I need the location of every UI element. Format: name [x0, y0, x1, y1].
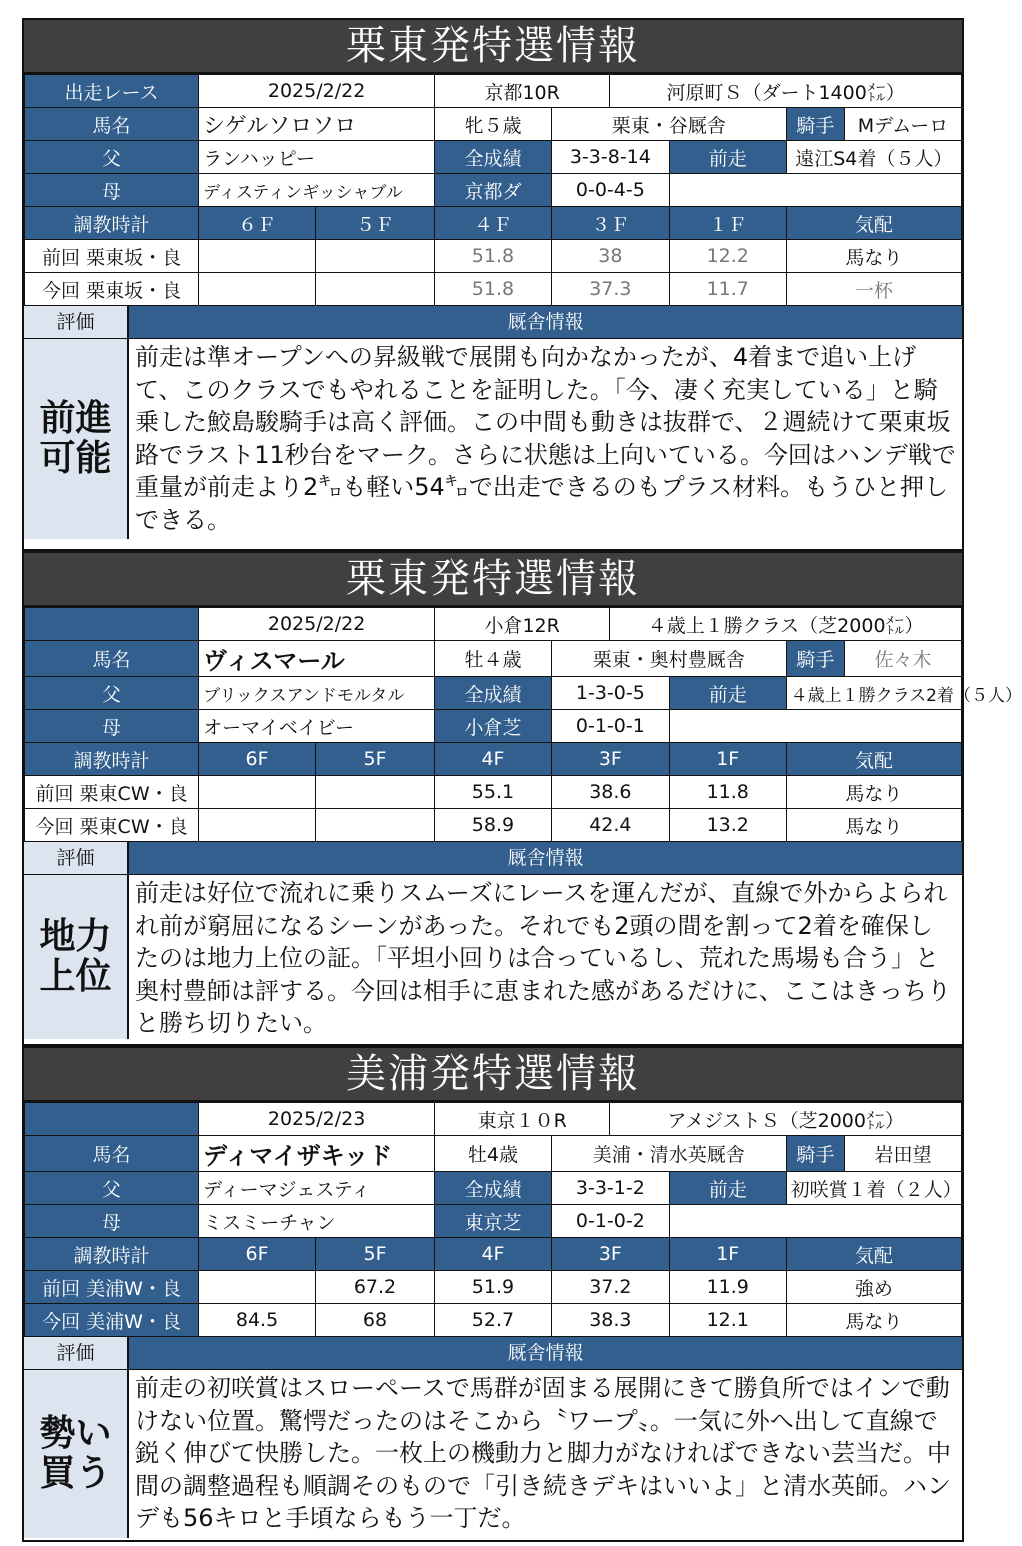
- dam-name: オーマイベイビー: [199, 710, 435, 743]
- train-row-label: 前回 栗東CW・良: [25, 776, 199, 809]
- train-6f: 84.5: [199, 1304, 316, 1337]
- race-date: 2025/2/22: [199, 608, 435, 641]
- train-mood: 馬なり: [786, 776, 961, 809]
- train-1f: 11.9: [669, 1271, 786, 1304]
- train-header-6f: 6F: [199, 743, 316, 776]
- train-6f: [199, 809, 316, 842]
- training-row: [25, 1271, 962, 1304]
- train-3f: 38.6: [551, 776, 669, 809]
- sire-name: ランハッピー: [199, 141, 435, 174]
- eval-label: 評価: [24, 1337, 129, 1369]
- train-mood: 馬なり: [786, 240, 961, 273]
- train-4f: 52.7: [435, 1304, 552, 1337]
- training-label: 調教時計: [25, 207, 199, 240]
- train-header-3f: ３Ｆ: [551, 207, 669, 240]
- train-5f: 68: [315, 1304, 434, 1337]
- sire-name: ブリックスアンドモルタル: [199, 677, 435, 710]
- train-1f: 12.2: [669, 240, 786, 273]
- stable-info-text: 前走は準オープンへの昇級戦で展開も向かなかったが、4着まで追い上げて、このクラスでもやれることを証明した。「今、凄く充実している」と騎乗した鮫島駿騎手は高く評価。この中間も動きは抜群で、２週続けて栗東坂路でラスト11秒台をマーク。さらに状態は上向いている。今回はハンデ戦で重量が前走より2㌔も軽い54㌔で出走できるのもプラス材料。もうひと押しできる。: [135, 343, 956, 534]
- verdict: 勢い 買う: [24, 1370, 129, 1538]
- horse-label: 馬名: [25, 641, 199, 677]
- race-info-table: [24, 607, 1022, 842]
- train-row-label: 前回 美浦W・良: [25, 1271, 199, 1304]
- card-title: 美浦発特選情報: [24, 1048, 962, 1102]
- stable-info-label: 厩舎情報: [129, 842, 962, 874]
- train-header-5f: ５Ｆ: [315, 207, 434, 240]
- train-header-6f: ６Ｆ: [199, 207, 316, 240]
- train-header-1f: １Ｆ: [669, 207, 786, 240]
- train-header-mood: 気配: [786, 743, 961, 776]
- eval-label: 評価: [24, 842, 129, 874]
- train-6f: [199, 273, 316, 306]
- horse-label: 馬名: [25, 1136, 199, 1172]
- dam-label: 母: [25, 174, 199, 207]
- record-label: 全成績: [435, 1172, 552, 1205]
- race-number: 小倉12R: [435, 608, 610, 641]
- empty-cell: [669, 1205, 961, 1238]
- train-3f: 42.4: [551, 809, 669, 842]
- train-1f: 11.8: [669, 776, 786, 809]
- train-4f: 51.8: [435, 240, 552, 273]
- train-header-mood: 気配: [786, 1238, 961, 1271]
- train-header-6f: 6F: [199, 1238, 316, 1271]
- jockey-label: 騎手: [786, 108, 844, 141]
- dam-label: 母: [25, 710, 199, 743]
- last-race-value: 遠江S4着（５人）: [786, 141, 961, 174]
- verdict: 地力 上位: [24, 875, 129, 1039]
- sex-age: 牡4歳: [435, 1136, 552, 1172]
- train-3f: 38.3: [551, 1304, 669, 1337]
- race-card-3: [22, 1046, 964, 1542]
- train-1f: 11.7: [669, 273, 786, 306]
- dam-label: 母: [25, 1205, 199, 1238]
- stable: 栗東・谷厩舎: [551, 108, 786, 141]
- race-number: 京都10R: [435, 75, 610, 108]
- jockey-name: 岩田望: [845, 1136, 962, 1172]
- course-label: 東京芝: [435, 1205, 552, 1238]
- training-row: [25, 240, 962, 273]
- horse-name: シゲルソロソロ: [199, 108, 435, 141]
- race-info-table: [24, 74, 962, 306]
- train-4f: 58.9: [435, 809, 552, 842]
- train-3f: 37.3: [551, 273, 669, 306]
- empty-cell: [669, 710, 961, 743]
- verdict: 前進 可能: [24, 339, 129, 539]
- card-title: 栗東発特選情報: [24, 20, 962, 74]
- race-name: 河原町Ｓ（ダート1400㍍）: [610, 75, 962, 108]
- train-5f: [315, 809, 434, 842]
- train-row-label: 今回 栗東坂・良: [25, 273, 199, 306]
- training-row: [25, 1304, 962, 1337]
- train-header-4f: 4F: [435, 1238, 552, 1271]
- train-1f: 12.1: [669, 1304, 786, 1337]
- record-value: 1-3-0-5: [551, 677, 669, 710]
- train-row-label: 今回 美浦W・良: [25, 1304, 199, 1337]
- sex-age: 牡４歳: [435, 641, 552, 677]
- train-4f: 51.9: [435, 1271, 552, 1304]
- train-header-1f: 1F: [669, 743, 786, 776]
- dam-name: ディスティンギッシャブル: [199, 174, 435, 207]
- stable: 栗東・奥村豊厩舎: [551, 641, 786, 677]
- sex-age: 牝５歳: [435, 108, 552, 141]
- stable-info-text: 前走は好位で流れに乗りスムーズにレースを運んだが、直線で外からよられれ前が窮屈になるシーンがあった。それでも2頭の間を割って2着を確保したのは地力上位の証。「平坦小回りは合っているし、荒れた馬場も合う」と奥村豊師は評する。今回は相手に恵まれた感があるだけに、ここはきっちりと勝ち切りたい。: [135, 879, 951, 1037]
- train-5f: [315, 273, 434, 306]
- dam-name: ミスミーチャン: [199, 1205, 435, 1238]
- stable: 美浦・清水英厩舎: [551, 1136, 786, 1172]
- course-record: 0-1-0-1: [551, 710, 669, 743]
- training-row: [25, 809, 962, 842]
- train-4f: 51.8: [435, 273, 552, 306]
- train-5f: [315, 240, 434, 273]
- race-info-table: [24, 1102, 962, 1337]
- train-1f: 13.2: [669, 809, 786, 842]
- train-6f: [199, 1271, 316, 1304]
- race-label: 出走レース: [25, 75, 199, 108]
- train-header-4f: 4F: [435, 743, 552, 776]
- race-number: 東京１０R: [435, 1103, 610, 1136]
- sire-label: 父: [25, 141, 199, 174]
- training-label: 調教時計: [25, 1238, 199, 1271]
- train-header-1f: 1F: [669, 1238, 786, 1271]
- jockey-name: 佐々木: [845, 641, 962, 677]
- card-title: 栗東発特選情報: [24, 553, 962, 607]
- course-label: 京都ダ: [435, 174, 552, 207]
- train-mood: 馬なり: [786, 809, 961, 842]
- train-3f: 37.2: [551, 1271, 669, 1304]
- course-record: 0-0-4-5: [551, 174, 669, 207]
- empty-cell: [669, 174, 961, 207]
- race-name: アメジストＳ（芝2000㍍）: [610, 1103, 962, 1136]
- course-label: 小倉芝: [435, 710, 552, 743]
- sire-name: ディーマジェスティ: [199, 1172, 435, 1205]
- horse-name: ヴィスマール: [199, 641, 435, 677]
- horse-label: 馬名: [25, 108, 199, 141]
- training-row: [25, 776, 962, 809]
- eval-label: 評価: [24, 306, 129, 338]
- race-date: 2025/2/23: [199, 1103, 435, 1136]
- training-row: [25, 273, 962, 306]
- record-label: 全成績: [435, 141, 552, 174]
- train-mood: 強め: [786, 1271, 961, 1304]
- train-row-label: 今回 栗東CW・良: [25, 809, 199, 842]
- jockey-label: 騎手: [786, 641, 844, 677]
- train-mood: 一杯: [786, 273, 961, 306]
- race-label: [25, 608, 199, 641]
- sire-label: 父: [25, 677, 199, 710]
- last-race-value: 初咲賞１着（２人）: [786, 1172, 961, 1205]
- train-header-5f: 5F: [315, 743, 434, 776]
- last-race-label: 前走: [669, 1172, 786, 1205]
- last-race-value: ４歳上１勝クラス2着（５人）: [786, 677, 961, 710]
- train-3f: 38: [551, 240, 669, 273]
- record-value: 3-3-8-14: [551, 141, 669, 174]
- train-header-3f: 3F: [551, 743, 669, 776]
- stable-info-label: 厩舎情報: [129, 1337, 962, 1369]
- training-label: 調教時計: [25, 743, 199, 776]
- course-record: 0-1-0-2: [551, 1205, 669, 1238]
- last-race-label: 前走: [669, 677, 786, 710]
- train-header-5f: 5F: [315, 1238, 434, 1271]
- train-header-mood: 気配: [786, 207, 961, 240]
- stable-info-label: 厩舎情報: [129, 306, 962, 338]
- train-6f: [199, 776, 316, 809]
- train-header-3f: 3F: [551, 1238, 669, 1271]
- train-5f: [315, 776, 434, 809]
- train-row-label: 前回 栗東坂・良: [25, 240, 199, 273]
- train-4f: 55.1: [435, 776, 552, 809]
- jockey-name: Mデムーロ: [845, 108, 962, 141]
- horse-name: ディマイザキッド: [199, 1136, 435, 1172]
- race-card-2: [22, 551, 1022, 1046]
- record-value: 3-3-1-2: [551, 1172, 669, 1205]
- train-6f: [199, 240, 316, 273]
- sire-label: 父: [25, 1172, 199, 1205]
- last-race-label: 前走: [669, 141, 786, 174]
- race-name: ４歳上１勝クラス（芝2000㍍）: [610, 608, 962, 641]
- stable-info-text: 前走の初咲賞はスローペースで馬群が固まる展開にきて勝負所ではインで動けない位置。驚愕だったのはそこから〝ワープ〟。一気に外へ出して直線で鋭く伸びて快勝した。一枚上の機動力と脚力がなければできない芸当だ。中間の調整過程も順調そのもので「引き続きデキはいいよ」と清水英師。ハンデも56キロと手頃ならもう一丁だ。: [135, 1374, 951, 1532]
- record-label: 全成績: [435, 677, 552, 710]
- train-header-4f: ４Ｆ: [435, 207, 552, 240]
- race-card-1: [22, 18, 964, 551]
- train-mood: 馬なり: [786, 1304, 961, 1337]
- race-label: [25, 1103, 199, 1136]
- race-date: 2025/2/22: [199, 75, 435, 108]
- train-5f: 67.2: [315, 1271, 434, 1304]
- jockey-label: 騎手: [786, 1136, 844, 1172]
